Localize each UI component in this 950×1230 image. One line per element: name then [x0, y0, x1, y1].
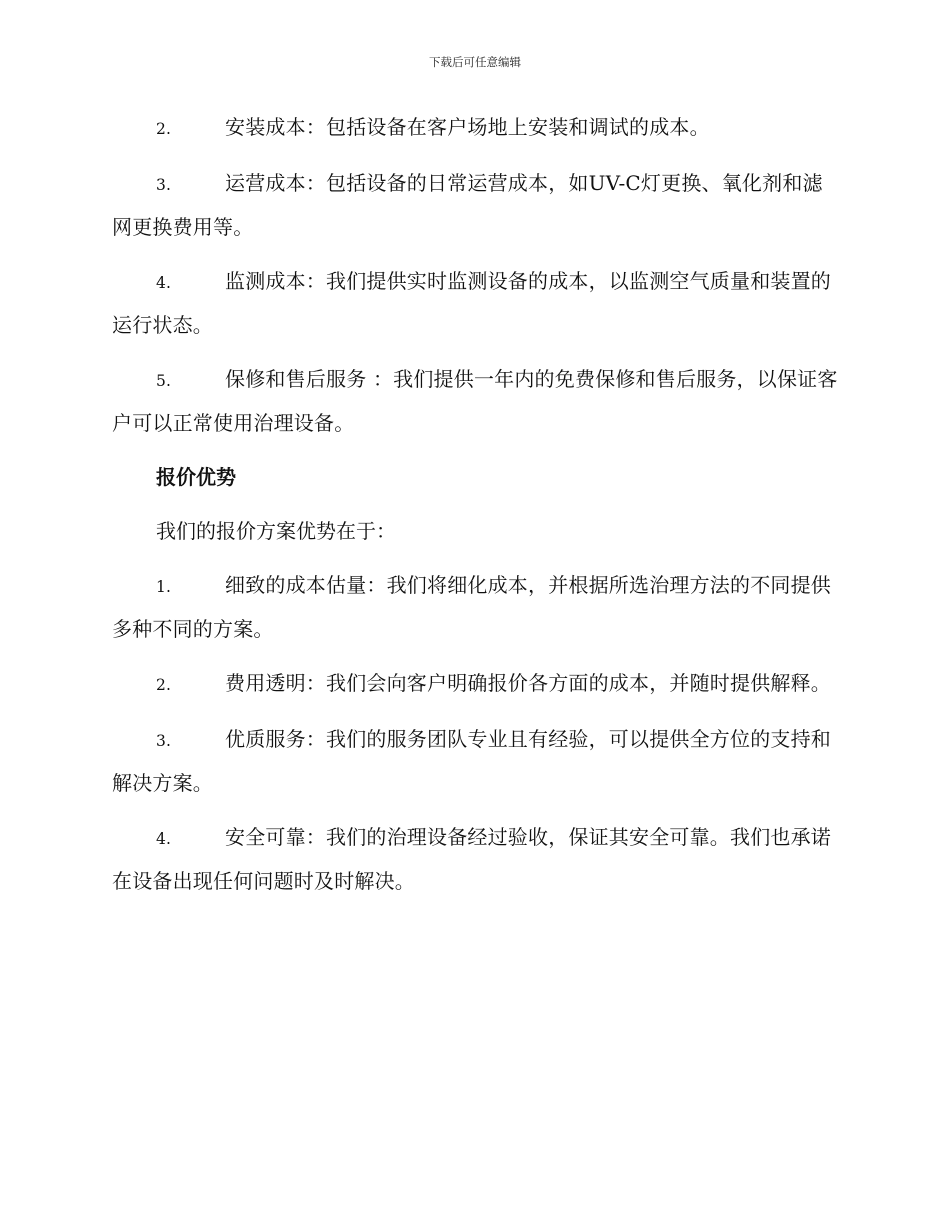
section-heading: 报价优势 — [156, 465, 236, 489]
list-text: 细致的成本估量：我们将细化成本，并根据所选治理方法的不同提供多种不同的方案。 — [112, 573, 831, 641]
list-number: 3. — [156, 732, 172, 750]
list-item — [112, 718, 840, 804]
list-text: 监测成本：我们提供实时监测设备的成本，以监测空气质量和装置的运行状态。 — [112, 269, 831, 337]
list-item — [112, 358, 840, 444]
list-item — [112, 564, 840, 650]
list-item — [112, 162, 840, 248]
list-item — [112, 816, 840, 902]
document-body — [112, 106, 840, 914]
list-number: 5. — [156, 372, 172, 390]
list-text: 运营成本：包括设备的日常运营成本，如UV-C灯更换、氧化剂和滤网更换费用等。 — [112, 171, 823, 239]
list-item — [112, 260, 840, 346]
page-header: 下载后可任意编辑 — [429, 55, 521, 69]
list-item — [112, 106, 840, 150]
list-number: 4. — [156, 830, 172, 848]
list-text: 保修和售后服务 ：我们提供一年内的免费保修和售后服务，以保证客户可以正常使用治理设备。 — [112, 367, 838, 435]
list-text: 费用透明：我们会向客户明确报价各方面的成本，并随时提供解释。 — [225, 671, 831, 695]
list-number: 2. — [156, 676, 172, 694]
list-text: 安全可靠：我们的治理设备经过验收，保证其安全可靠。我们也承诺在设备出现任何问题时及时解决。 — [112, 825, 831, 893]
list-number: 4. — [156, 274, 172, 292]
list-text: 优质服务：我们的服务团队专业且有经验，可以提供全方位的支持和解决方案。 — [112, 727, 831, 795]
list-number: 1. — [156, 578, 172, 596]
list-number: 3. — [156, 176, 172, 194]
section-intro: 我们的报价方案优势在于： — [156, 519, 396, 543]
list-number: 2. — [156, 120, 172, 138]
list-item — [112, 662, 840, 706]
list-text: 安装成本：包括设备在客户场地上安装和调试的成本。 — [225, 115, 710, 139]
